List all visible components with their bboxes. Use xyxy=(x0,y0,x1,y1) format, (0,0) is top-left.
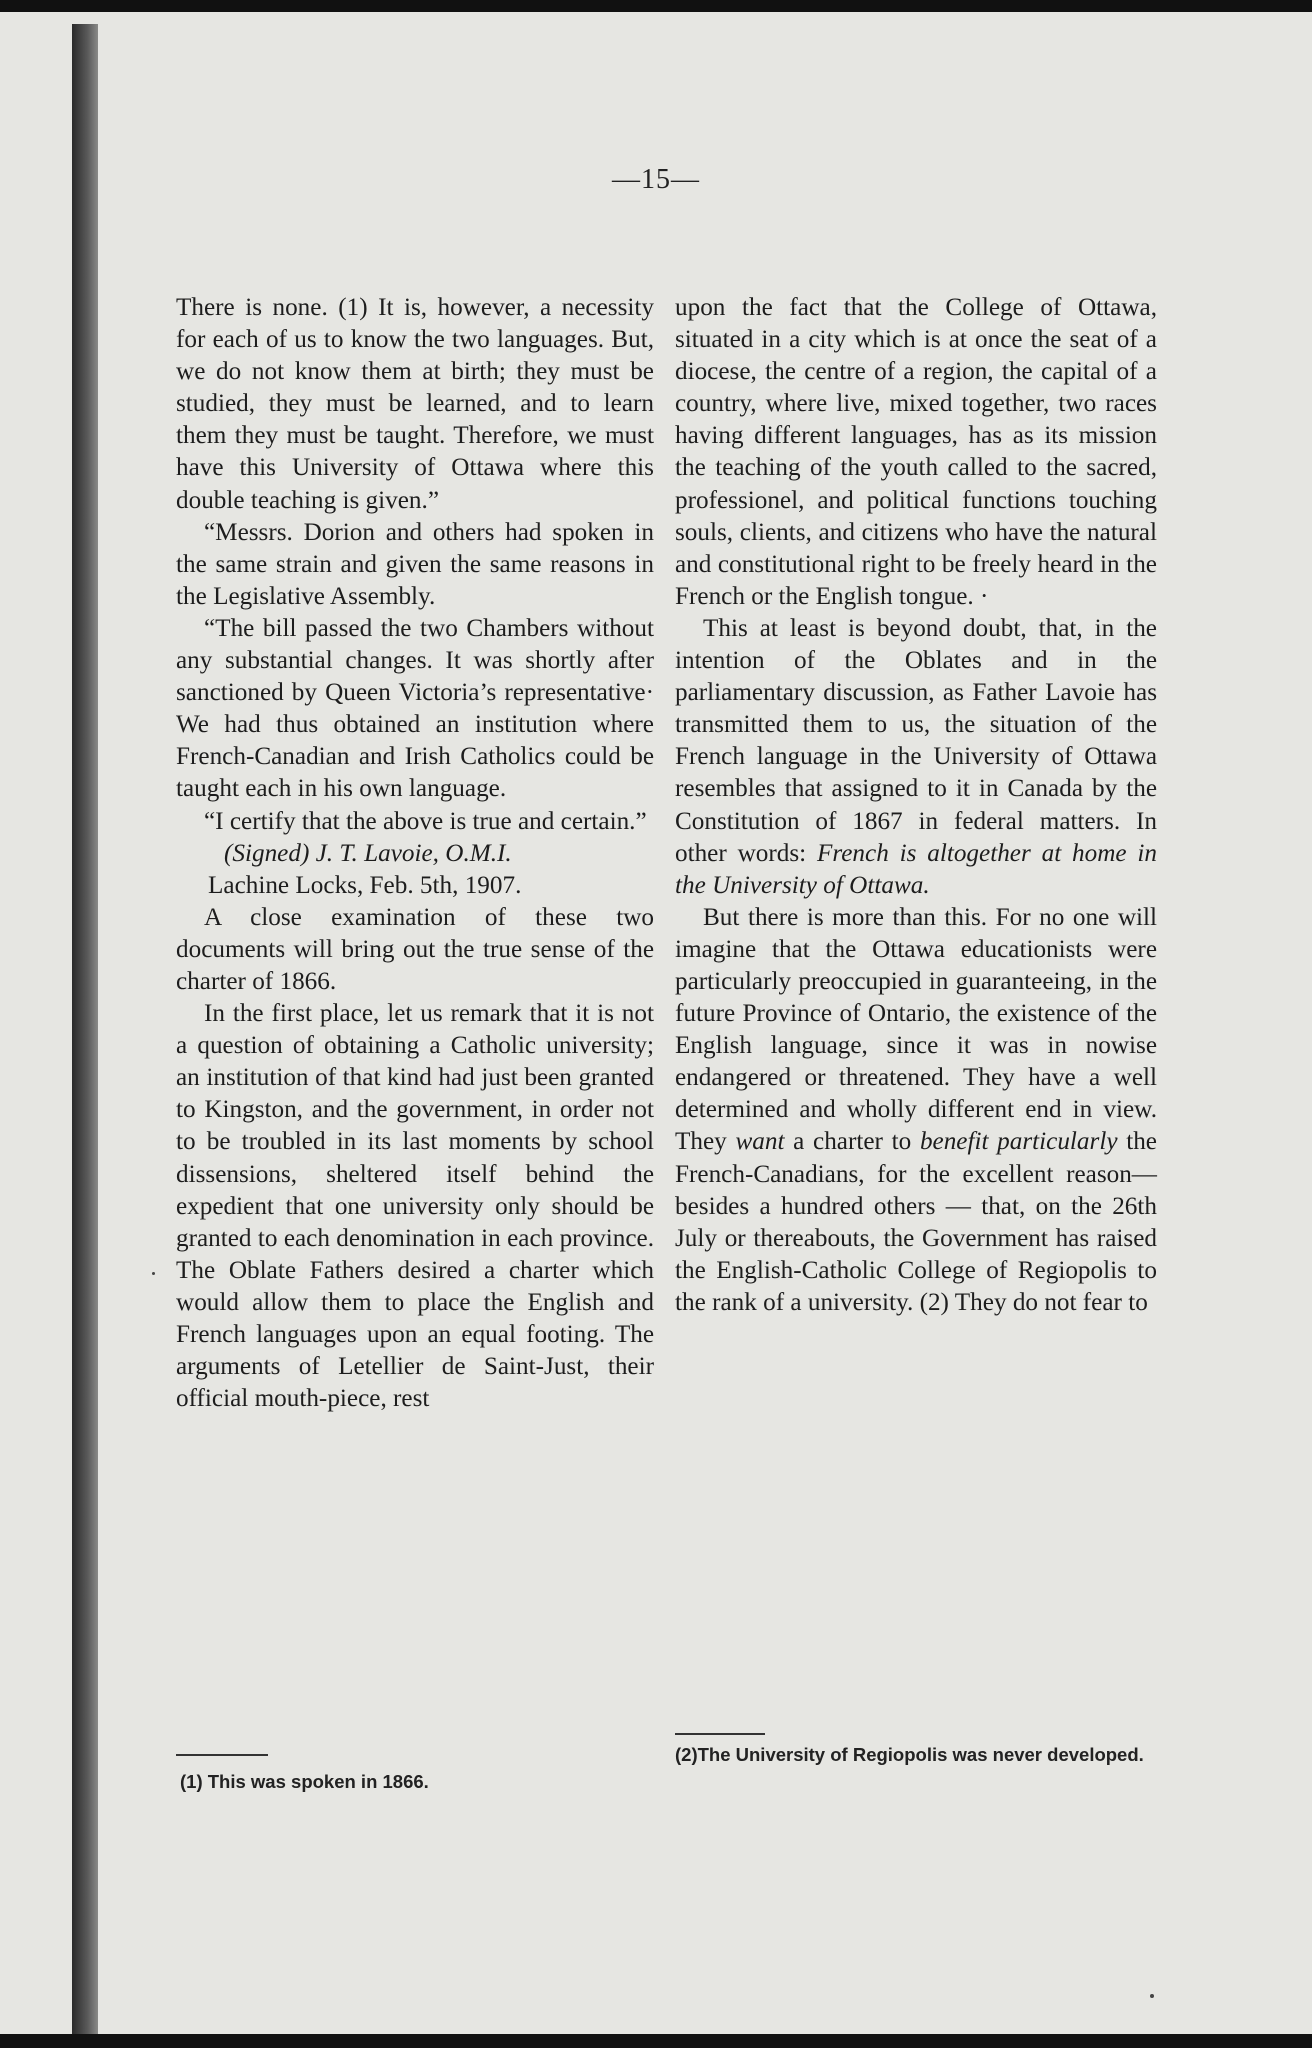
right-paragraph-3-emphasis-want: want xyxy=(735,1128,785,1156)
left-footnote: (1) This was spoken in 1866. xyxy=(180,1771,429,1792)
signature-line xyxy=(176,838,654,870)
left-paragraph-2: “Messrs. Dorion and others had spoken in the same strain and given the same reasons in the Legislative Assembly. xyxy=(176,518,654,610)
left-paragraph-4: “I certify that the above is true and certain.” xyxy=(204,807,647,835)
right-paragraph-3 xyxy=(675,902,1157,1319)
right-paragraph-3-text-b: a charter to xyxy=(784,1128,920,1156)
right-paragraph-1: upon the fact that the College of Ottawa, situated in a city which is at once the seat of a diocese, the centre of a region, the capital of a country, where live, mixed together, two races having different languages, has as its mission the teaching of the youth called to the sacred, professionel, and political functions touching souls, clients, and citizens who have the natural and constitutional right to be freely heard in the French or the English tongue. · xyxy=(675,294,1157,610)
signature-text: (Signed) J. T. Lavoie, O.M.I. xyxy=(224,839,512,867)
left-paragraph-1: There is none. (1) It is, however, a necessity for each of us to know the two languages. But, we do not know them at birth; they must be studied, they must be learned, and to learn them they must be taught. Therefore, we must have this University of Ottawa where this double teaching is given.” xyxy=(176,294,654,514)
right-paragraph-3-emphasis-benefit: benefit particularly xyxy=(919,1128,1118,1156)
paper-speck xyxy=(152,1272,155,1275)
left-paragraph-5: A close examination of these two documents will bring out the true sense of the charter of 1866. xyxy=(176,903,654,995)
right-footnote: (2)The University of Regiopolis was never developed. xyxy=(675,1744,1144,1765)
left-footnote-rule xyxy=(176,1754,268,1756)
page-number: —15— xyxy=(612,164,700,195)
left-paragraph-3: “The bill passed the two Chambers without any substantial changes. It was shortly after sanctioned by Queen Victoria’s representative· We had thus obtained an institution where French-Canadian and Irish Catholics could be taught each in his own language. xyxy=(176,614,654,803)
book-page xyxy=(0,12,1312,2034)
right-paragraph-2-text: This at least is beyond doubt, that, in the intention of the Oblates and in the parliamentary discussion, as Father Lavoie has transmitted them to us, the situation of the French language in the University of Ottawa resembles that assigned to it in Canada by the Constitution of 1867 in federal matters. In other words: xyxy=(675,614,1157,867)
left-paragraph-6: In the first place, let us remark that it is not a question of obtaining a Catholic university; an institution of that kind had just been granted to Kingston, and the government, in order not to be troubled in its last moments by school dissensions, sheltered itself behind the expedient that one university only should be granted to each denomination in each province. The Oblate Fathers desired a charter which would allow them to place the English and French languages upon an equal footing. The arguments of Letellier de Saint-Just, their official mouth-piece, rest xyxy=(176,1000,654,1413)
right-column xyxy=(675,292,1157,1319)
right-paragraph-2 xyxy=(675,613,1157,902)
location-date-line: Lachine Locks, Feb. 5th, 1907. xyxy=(208,871,522,899)
right-paragraph-2-emphasis: French is altogether at home in the University of Ottawa. xyxy=(675,839,1157,899)
right-paragraph-3-text-c: the French-Canadians, for the excellent reason— besides a hundred others — that, on the 26th July or thereabouts, the Government has raised the English-Catholic College of Regiopolis to the rank of a university. (2) They do not fear to xyxy=(675,1128,1157,1316)
right-paragraph-3-text-a: But there is more than this. For no one will imagine that the Ottawa educationists were particularly preoccupied in guaranteeing, in the future Province of Ontario, the existence of the English language, since it was in nowise endangered or threatened. They have a well determined and wholly different end in view. They xyxy=(675,903,1157,1156)
right-footnote-rule xyxy=(675,1733,765,1735)
left-column xyxy=(176,292,654,1415)
book-spine-shadow xyxy=(72,24,98,2034)
paper-speck xyxy=(1150,1994,1154,1998)
